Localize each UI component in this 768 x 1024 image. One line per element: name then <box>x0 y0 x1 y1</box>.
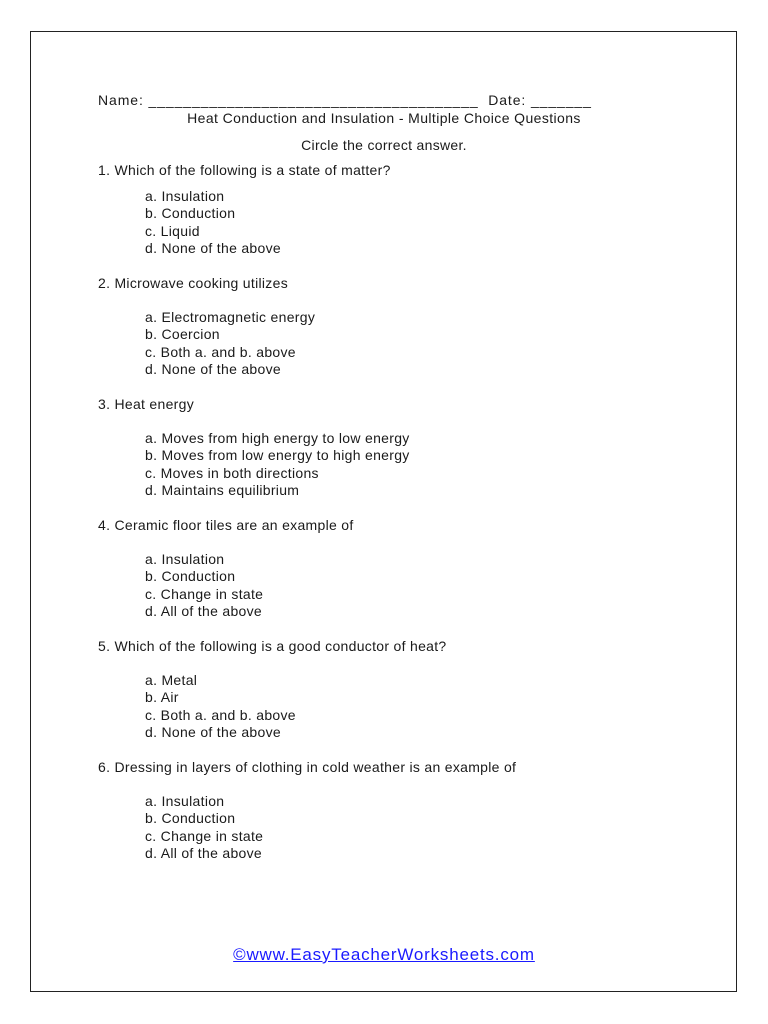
question-4: 4. Ceramic floor tiles are an example of <box>98 517 354 533</box>
option-item: b. Moves from low energy to high energy <box>145 447 410 464</box>
worksheet-title: Heat Conduction and Insulation - Multiple Choice Questions <box>187 110 581 126</box>
option-item: b. Conduction <box>145 568 236 585</box>
name-date-line <box>98 92 592 108</box>
date-blank: _______ <box>530 92 592 108</box>
option-item: b. Air <box>145 689 179 706</box>
question-1-options <box>145 188 281 257</box>
option-item: d. Maintains equilibrium <box>145 481 300 498</box>
option-item: d. None of the above <box>145 239 281 256</box>
question-3-options <box>145 430 410 499</box>
option-item: b. Coercion <box>145 326 220 343</box>
question-4-options <box>145 551 263 620</box>
question-5: 5. Which of the following is a good conductor of heat? <box>98 638 447 654</box>
question-2-options <box>145 309 315 378</box>
option-item: a. Insulation <box>145 188 225 204</box>
question-3: 3. Heat energy <box>98 396 195 412</box>
question-6: 6. Dressing in layers of clothing in cold weather is an example of <box>98 759 517 775</box>
name-blank: ______________________________________ <box>148 92 479 108</box>
question-1: 1. Which of the following is a state of matter? <box>98 162 391 178</box>
option-item: c. Moves in both directions <box>145 464 319 481</box>
footer-website-link[interactable]: ©www.EasyTeacherWorksheets.com <box>233 945 535 964</box>
option-item: a. Electromagnetic energy <box>145 309 316 325</box>
instruction-text: Circle the correct answer. <box>301 137 467 153</box>
option-item: a. Insulation <box>145 551 225 567</box>
option-item: a. Insulation <box>145 793 225 809</box>
option-item: b. Conduction <box>145 810 236 827</box>
option-item: c. Change in state <box>145 585 264 602</box>
option-item: c. Liquid <box>145 222 200 239</box>
question-5-options <box>145 672 296 741</box>
date-label: Date: <box>488 92 527 108</box>
question-2: 2. Microwave cooking utilizes <box>98 275 288 291</box>
option-item: a. Moves from high energy to low energy <box>145 430 410 446</box>
option-item: c. Both a. and b. above <box>145 343 296 360</box>
option-item: d. All of the above <box>145 844 263 861</box>
option-item: d. None of the above <box>145 360 281 377</box>
option-item: d. All of the above <box>145 602 263 619</box>
option-item: c. Change in state <box>145 827 264 844</box>
question-6-options <box>145 793 263 862</box>
option-item: a. Metal <box>145 672 198 688</box>
option-item: c. Both a. and b. above <box>145 706 296 723</box>
name-label: Name: <box>98 92 144 108</box>
option-item: d. None of the above <box>145 723 281 740</box>
option-item: b. Conduction <box>145 205 236 222</box>
